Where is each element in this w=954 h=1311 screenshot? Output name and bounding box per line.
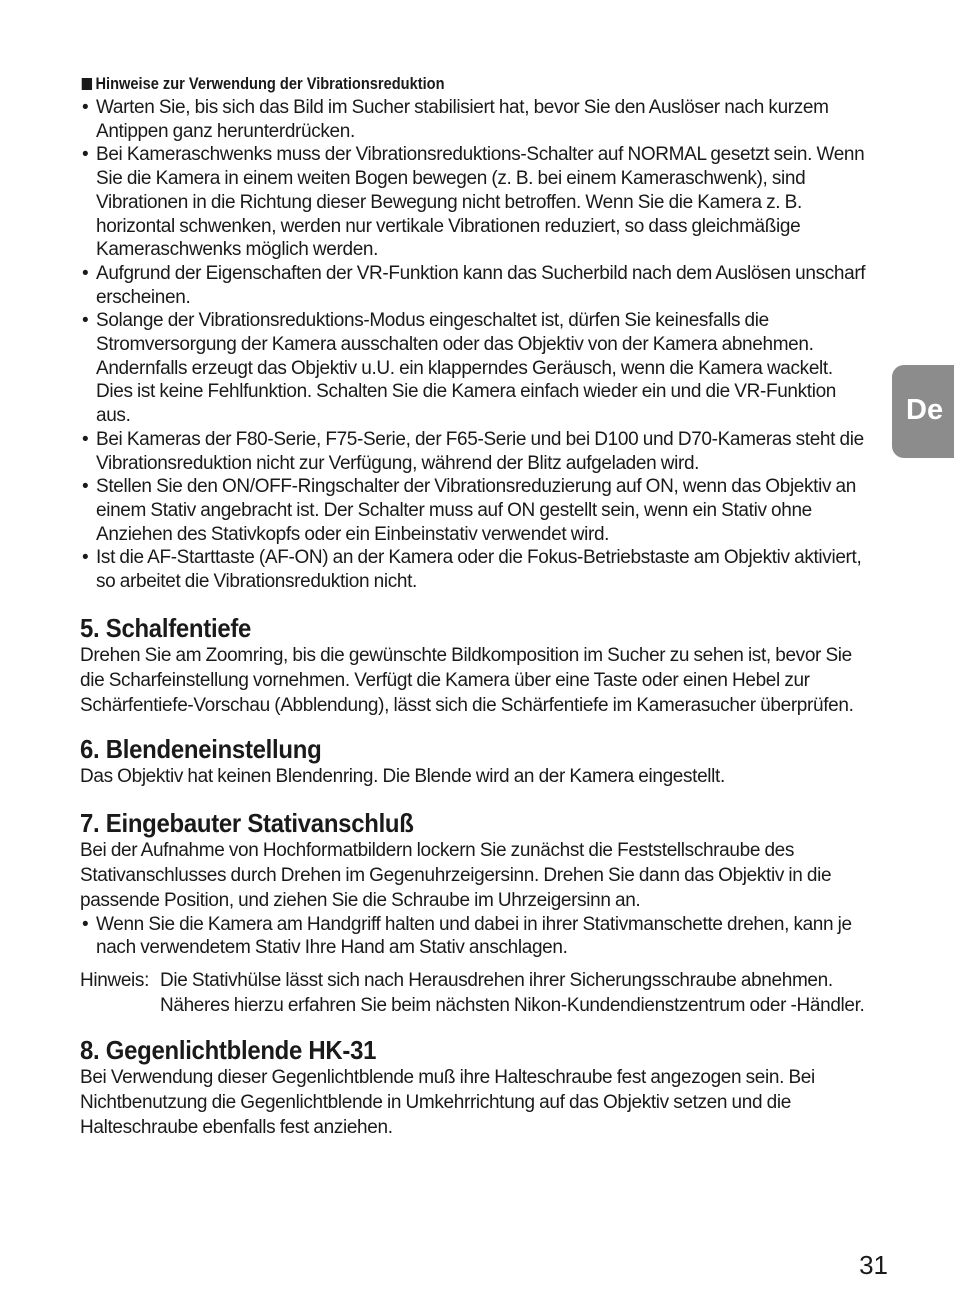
list-item: • Solange der Vibrationsreduktions-Modus eingeschaltet ist, dürfen Sie keinesfalls die Stromversorgung der Kamera ausschalten oder das Objektiv von der Kamera abnehmen. Andernfalls erzeugt das Objektiv u.U. ein klapperndes Geräusch, wenn die Kamera wackelt. Dies ist keine Fehlfunktion. Schalten Sie die Kamera einfach wieder ein und die VR-Funktion aus.: [80, 309, 870, 428]
page-content: [80, 72, 870, 1140]
note-label: Hinweis:: [80, 970, 149, 992]
section-7-note: [80, 968, 870, 1018]
list-item: • Aufgrund der Eigenschaften der VR-Funktion kann das Sucherbild nach dem Auslösen unscharf erscheinen.: [80, 262, 870, 309]
list-item: • Ist die AF-Starttaste (AF-ON) an der Kamera oder die Fokus-Betriebstaste am Objektiv aktiviert, so arbeitet die Vibrationsreduktion nicht.: [80, 546, 870, 593]
section-6: [80, 734, 870, 789]
section-7-body: Bei der Aufnahme von Hochformatbildern lockern Sie zunächst die Feststellschraube des Stativanschlusses durch Drehen im Gegenuhrzeigersinn. Drehen Sie dann das Objektiv in die passende Position, und ziehen Sie die Schraube im Uhrzeigersinn an.: [80, 839, 832, 911]
section-7-list: [80, 913, 870, 960]
section-5-body: Drehen Sie am Zoomring, bis die gewünschte Bildkomposition im Sucher zu sehen ist, bevor Sie die Scharfeinstellung vornehmen. Verfügt die Kamera über eine Taste oder einen Hebel zur Schärfentiefe-Vorschau (Abblendung), lässt sich die Schärfentiefe im Kamerasucher überprüfen.: [80, 644, 854, 716]
section-8-title: 8. Gegenlichtblende HK-31: [80, 1035, 377, 1066]
note-text: Die Stativhülse lässt sich nach Herausdrehen ihrer Sicherungsschraube abnehmen. Näheres hierzu erfahren Sie beim nächsten Nikon-Kundendienstzentrum oder -Händler.: [160, 970, 865, 1017]
section-7: [80, 808, 870, 1018]
language-tab: [892, 365, 954, 458]
section-5-title: 5. Schalfentiefe: [80, 612, 252, 643]
list-item: • Stellen Sie den ON/OFF-Ringschalter der Vibrationsreduzierung auf ON, wenn das Objektiv an einem Stativ angebracht ist. Der Schalter muss auf ON gestellt sein, wenn ein Stativ ohne Anziehen des Stativkopfs oder ein Einbeinstativ verwendet wird.: [80, 475, 870, 546]
page-number: 31: [859, 1250, 888, 1280]
vr-notes-heading: [80, 72, 759, 96]
section-8: [80, 1035, 870, 1140]
vr-notes-list: [80, 96, 870, 594]
square-bullet-icon: [82, 78, 92, 90]
list-item: • Wenn Sie die Kamera am Handgriff halten und dabei in ihrer Stativmanschette drehen, kann je nach verwendetem Stativ Ihre Hand am Stativ anschlagen.: [80, 913, 870, 960]
list-item: • Bei Kameras der F80-Serie, F75-Serie, der F65-Serie und bei D100 und D70-Kameras steht die Vibrationsreduktion nicht zur Verfügung, während der Blitz aufgeladen wird.: [80, 428, 870, 475]
section-6-body: Das Objektiv hat keinen Blendenring. Die Blende wird an der Kamera eingestellt.: [80, 765, 725, 787]
list-item: • Bei Kameraschwenks muss der Vibrationsreduktions-Schalter auf NORMAL gesetzt sein. Wenn Sie die Kamera in einem weiten Bogen bewegen (z. B. bei einem Kameraschwenk), sind Vibrationen in die Richtung dieser Bewegung nicht betroffen. Wenn Sie die Kamera z. B. horizontal schwenken, werden nur vertikale Vibrationen reduziert, so dass gleichmäßige Kameraschwenks möglich werden.: [80, 143, 870, 262]
section-5: [80, 613, 870, 718]
language-tab-label: De: [906, 394, 944, 426]
list-item: • Warten Sie, bis sich das Bild im Sucher stabilisiert hat, bevor Sie den Auslöser nach kurzem Antippen ganz herunterdrücken.: [80, 96, 870, 143]
section-7-title: 7. Eingebauter Stativanschluß: [80, 807, 414, 838]
section-8-body: Bei Verwendung dieser Gegenlichtblende muß ihre Halteschraube fest angezogen sein. Bei Nichtbenutzung die Gegenlichtblende in Umkehrrichtung auf das Objektiv setzen und die Halteschraube ebenfalls fest anziehen.: [80, 1067, 815, 1139]
section-6-title: 6. Blendeneinstellung: [80, 733, 322, 764]
vr-notes-section: [80, 72, 870, 594]
vr-notes-title: Hinweise zur Verwendung der Vibrationsreduktion: [95, 74, 445, 93]
